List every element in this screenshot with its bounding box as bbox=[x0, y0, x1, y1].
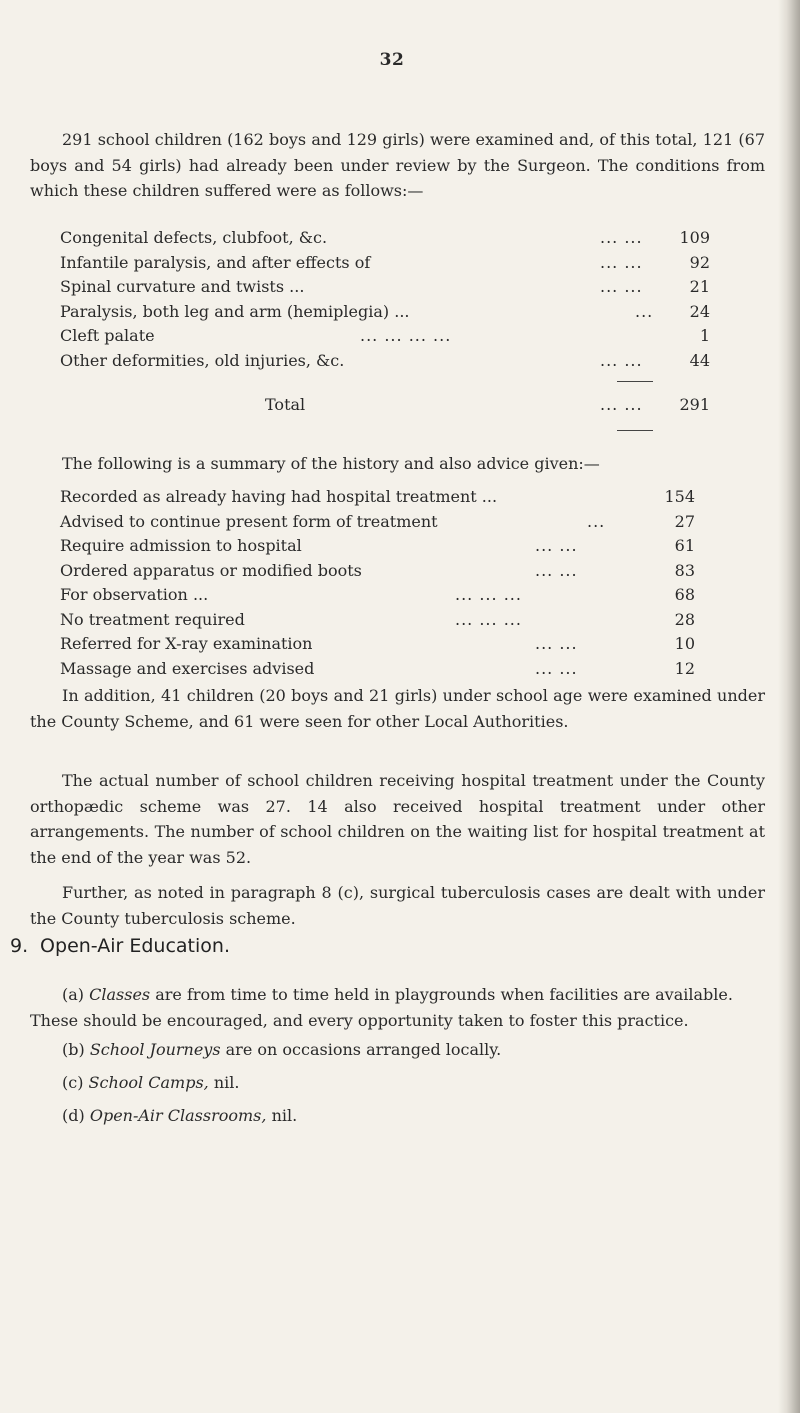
table-row: No treatment required ... ... ... 28 bbox=[60, 609, 695, 629]
conditions-total-row: Total ... ... 291 bbox=[265, 395, 710, 414]
table-row: Massage and exercises advised ... ... 12 bbox=[60, 658, 695, 678]
list-item: (d) Open-Air Classrooms, nil. bbox=[62, 1106, 298, 1125]
table-row: Paralysis, both leg and arm (hemiplegia) ... ... 24 bbox=[60, 301, 710, 321]
table-row: Spinal curvature and twists ... ... ... 21 bbox=[60, 277, 710, 296]
table-row: Ordered apparatus or modified boots ... ... 83 bbox=[60, 560, 695, 580]
section-heading bbox=[10, 935, 230, 957]
conditions-table bbox=[60, 228, 760, 375]
table-row: Infantile paralysis, and after effects of ... ... 92 bbox=[60, 252, 710, 272]
actual-number-paragraph: The actual number of school children receiving hospital treatment under the County orthopædic scheme was 27. 14 also received hospital treatment under other arrangements. The number of school children on the waiting list for hospital treatment at the end of the year was 52. bbox=[30, 771, 765, 867]
summary-intro: The following is a summary of the history and also advice given:— bbox=[62, 454, 600, 473]
list-item: (b) School Journeys are on occasions arranged locally. bbox=[62, 1040, 502, 1059]
total-value: 291 bbox=[679, 395, 710, 414]
table-row: For observation ... ... ... ... 68 bbox=[60, 585, 695, 604]
table-row: Referred for X-ray examination ... ... 10 bbox=[60, 634, 695, 653]
table-row: Congenital defects, clubfoot, &c. ... ... 109 bbox=[60, 228, 710, 247]
section-title: Open-Air Education. bbox=[40, 935, 230, 957]
advice-table bbox=[60, 487, 760, 683]
table-row: Cleft palate ... ... ... ... 1 bbox=[60, 326, 710, 345]
total-label: Total bbox=[265, 395, 306, 414]
list-item: (a) Classes are from time to time held in playgrounds when facilities are available. These should be encouraged, and every opportunity taken to foster this practice. bbox=[30, 985, 733, 1030]
table-row: Require admission to hospital ... ... 61 bbox=[60, 536, 695, 555]
total-rule bbox=[617, 430, 653, 431]
table-row: Recorded as already having had hospital treatment ... 154 bbox=[60, 487, 695, 506]
subtotal-rule bbox=[617, 381, 653, 382]
page-edge-shadow bbox=[778, 0, 800, 1413]
section-number: 9. bbox=[10, 935, 29, 957]
intro-paragraph: 291 school children (162 boys and 129 girls) were examined and, of this total, 121 (67 boys and 54 girls) had already been under review by the Surgeon. The conditions from which these children suffered were as follows:— bbox=[30, 130, 765, 200]
further-paragraph: Further, as noted in paragraph 8 (c), surgical tuberculosis cases are dealt with under the County tuberculosis scheme. bbox=[30, 883, 765, 928]
table-row: Advised to continue present form of treatment ... 27 bbox=[60, 511, 695, 531]
list-item: (c) School Camps, nil. bbox=[62, 1073, 240, 1092]
addition-paragraph: In addition, 41 children (20 boys and 21 girls) under school age were examined under the County Scheme, and 61 were seen for other Local Authorities. bbox=[30, 686, 765, 731]
table-row: Other deformities, old injuries, &c. ... ... 44 bbox=[60, 350, 710, 370]
page-number: 32 bbox=[379, 50, 405, 70]
